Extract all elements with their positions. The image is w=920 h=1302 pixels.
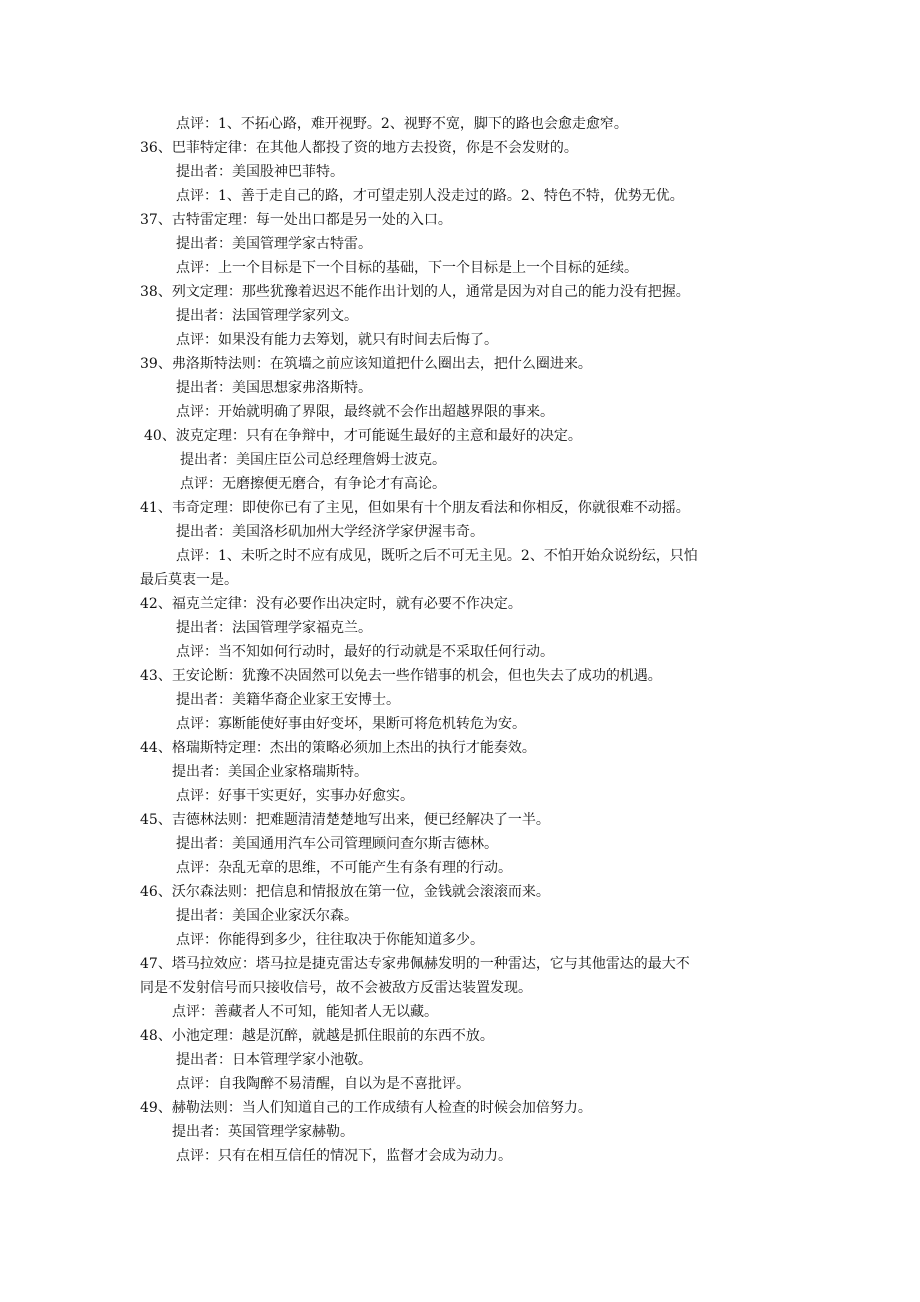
- comment-line: 点评：寡断能使好事由好变坏，果断可将危机转危为安。: [176, 716, 526, 732]
- law-heading: 39、弗洛斯特法则：在筑墙之前应该知道把什么圈出去，把什么圈进来。: [140, 356, 592, 372]
- comment-line: 点评：开始就明确了界限，最终就不会作出超越界限的事来。: [176, 404, 554, 420]
- law-heading: 38、列文定理：那些犹豫着迟迟不能作出计划的人，通常是因为对自己的能力没有把握。: [140, 284, 690, 300]
- comment-line: 点评：1、未听之时不应有成见，既听之后不可无主见。2、不怕开始众说纷纭，只怕: [176, 548, 698, 564]
- comment-line: 点评：如果没有能力去筹划，就只有时间去后悔了。: [176, 332, 498, 348]
- law-heading: 40、波克定理：只有在争辩中，才可能诞生最好的主意和最好的决定。: [144, 428, 582, 444]
- law-heading: 44、格瑞斯特定理：杰出的策略必须加上杰出的执行才能奏效。: [140, 740, 536, 756]
- law-heading: 49、赫勒法则：当人们知道自己的工作成绩有人检查的时候会加倍努力。: [140, 1100, 592, 1116]
- law-heading: 48、小池定理：越是沉醉，就越是抓住眼前的东西不放。: [140, 1028, 494, 1044]
- proposer-line: 提出者：美国思想家弗洛斯特。: [176, 380, 372, 396]
- proposer-line: 提出者：日本管理学家小池敬。: [176, 1052, 372, 1068]
- law-heading: 46、沃尔森法则：把信息和情报放在第一位，金钱就会滚滚而来。: [140, 884, 550, 900]
- comment-line: 点评：只有在相互信任的情况下，监督才会成为动力。: [176, 1148, 512, 1164]
- comment-line: 点评：杂乱无章的思维，不可能产生有条有理的行动。: [176, 860, 512, 876]
- proposer-line: 提出者：美国洛杉矶加州大学经济学家伊渥韦奇。: [176, 524, 484, 540]
- law-heading: 43、王安论断：犹豫不决固然可以免去一些作错事的机会，但也失去了成功的机遇。: [140, 668, 662, 684]
- comment-line: 点评：1、善于走自己的路，才可望走别人没走过的路。2、特色不特，优势无优。: [176, 188, 684, 204]
- proposer-line: 提出者：法国管理学家福克兰。: [176, 620, 372, 636]
- comment-line: 点评：1、不拓心路，难开视野。2、视野不宽，脚下的路也会愈走愈窄。: [176, 116, 628, 132]
- proposer-line: 提出者：美国股神巴菲特。: [176, 164, 344, 180]
- comment-line: 点评：上一个目标是下一个目标的基础，下一个目标是上一个目标的延续。: [176, 260, 638, 276]
- law-heading: 47、塔马拉效应：塔马拉是捷克雷达专家弗佩赫发明的一种雷达，它与其他雷达的最大不: [140, 956, 690, 972]
- proposer-line: 提出者：美国企业家沃尔森。: [176, 908, 358, 924]
- proposer-line: 提出者：英国管理学家赫勒。: [172, 1124, 354, 1140]
- comment-line: 点评：自我陶醉不易清醒，自以为是不喜批评。: [176, 1076, 470, 1092]
- proposer-line: 提出者：美国管理学家古特雷。: [176, 236, 372, 252]
- proposer-line: 提出者：法国管理学家列文。: [176, 308, 358, 324]
- proposer-line: 提出者：美国通用汽车公司管理顾问查尔斯吉德林。: [176, 836, 498, 852]
- law-heading: 36、巴菲特定律：在其他人都投了资的地方去投资，你是不会发财的。: [140, 140, 578, 156]
- law-heading: 45、吉德林法则：把难题清清楚楚地写出来，便已经解决了一半。: [140, 812, 550, 828]
- comment-line: 点评：好事干实更好，实事办好愈实。: [176, 788, 414, 804]
- proposer-line: 提出者：美国企业家格瑞斯特。: [172, 764, 368, 780]
- law-heading: 42、福克兰定律：没有必要作出决定时，就有必要不作决定。: [140, 596, 522, 612]
- comment-line: 点评：你能得到多少，往往取决于你能知道多少。: [176, 932, 484, 948]
- proposer-line: 提出者：美国庄臣公司总经理詹姆士波克。: [180, 452, 446, 468]
- comment-line-continued: 最后莫衷一是。: [140, 572, 238, 588]
- proposer-line: 提出者：美籍华裔企业家王安博士。: [176, 692, 400, 708]
- comment-line: 点评：无磨擦便无磨合，有争论才有高论。: [180, 476, 446, 492]
- law-heading: 41、韦奇定理：即使你已有了主见，但如果有十个朋友看法和你相反，你就很难不动摇。: [140, 500, 690, 516]
- comment-line: 点评：当不知如何行动时，最好的行动就是不采取任何行动。: [176, 644, 554, 660]
- law-heading-continued: 同是不发射信号而只接收信号，故不会被敌方反雷达装置发现。: [140, 980, 532, 996]
- comment-line: 点评：善藏者人不可知，能知者人无以藏。: [172, 1004, 438, 1020]
- law-heading: 37、古特雷定理：每一处出口都是另一处的入口。: [140, 212, 452, 228]
